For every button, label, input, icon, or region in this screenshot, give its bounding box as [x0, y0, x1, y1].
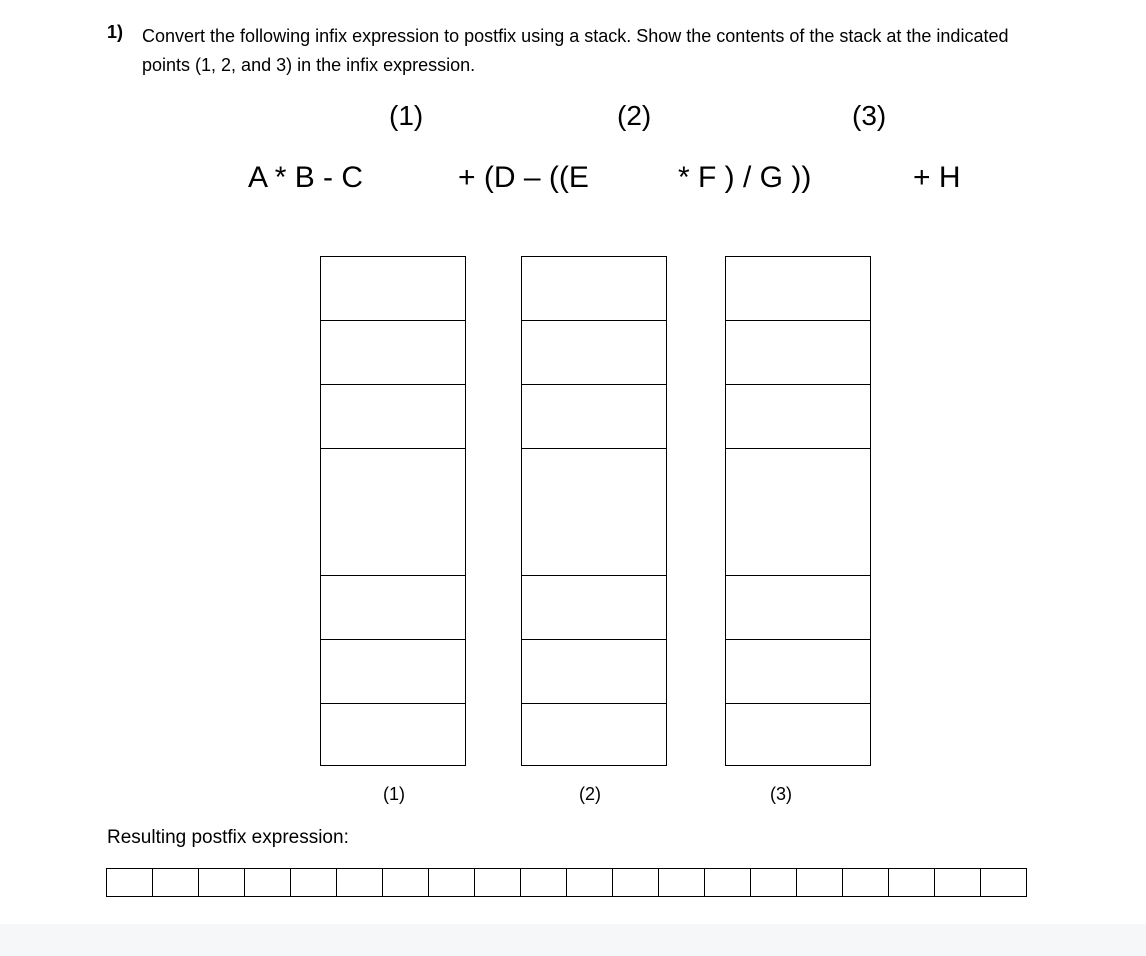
stack-label-1: (1) — [383, 784, 405, 804]
stack-1 — [320, 256, 466, 766]
stack-label-3: (3) — [770, 784, 792, 804]
answer-box[interactable] — [383, 868, 429, 897]
question-text: Convert the following infix expression to postfix using a stack. Show the contents of the stack at the indicated points (1, 2, and 3) in the infix expression. — [142, 26, 1009, 75]
stack-cell-divider — [726, 448, 870, 449]
stack-cell-divider — [522, 703, 666, 704]
answer-box[interactable] — [981, 868, 1027, 897]
answer-box[interactable] — [199, 868, 245, 897]
point-marker-3: (3) — [852, 100, 887, 131]
stack-label-2: (2) — [579, 784, 601, 804]
stack-cell-divider — [522, 639, 666, 640]
stack-2 — [521, 256, 667, 766]
stack-cell-divider — [321, 448, 465, 449]
expression-segment-1: A * B - C — [248, 161, 364, 194]
stack-cell-divider — [522, 448, 666, 449]
answer-box[interactable] — [567, 868, 613, 897]
stack-cell-divider — [522, 384, 666, 385]
expression-segment-4: + H — [913, 161, 961, 194]
answer-box[interactable] — [705, 868, 751, 897]
expression-segment-3: * F ) / G )) — [678, 161, 812, 194]
question-number: 1) — [107, 22, 124, 42]
stack-cell-divider — [321, 384, 465, 385]
answer-box[interactable] — [797, 868, 843, 897]
stack-cell-divider — [321, 320, 465, 321]
answer-box[interactable] — [613, 868, 659, 897]
answer-box[interactable] — [429, 868, 475, 897]
answer-box[interactable] — [153, 868, 199, 897]
answer-box[interactable] — [659, 868, 705, 897]
expression-segment-2: + (D – ((E — [458, 161, 589, 194]
stack-cell-divider — [522, 320, 666, 321]
answer-box[interactable] — [291, 868, 337, 897]
answer-box[interactable] — [521, 868, 567, 897]
point-marker-2: (2) — [617, 100, 652, 131]
point-marker-1: (1) — [389, 100, 424, 131]
result-label: Resulting postfix expression: — [107, 827, 349, 848]
stack-cell-divider — [726, 639, 870, 640]
stack-cell-divider — [321, 575, 465, 576]
stack-cell-divider — [522, 575, 666, 576]
answer-box[interactable] — [337, 868, 383, 897]
stack-3 — [725, 256, 871, 766]
answer-box[interactable] — [245, 868, 291, 897]
stack-cell-divider — [321, 703, 465, 704]
stack-cell-divider — [321, 639, 465, 640]
answer-box[interactable] — [935, 868, 981, 897]
postfix-answer-row — [106, 868, 1027, 897]
stack-cell-divider — [726, 703, 870, 704]
footer-band — [0, 924, 1146, 956]
answer-box[interactable] — [889, 868, 935, 897]
answer-box[interactable] — [843, 868, 889, 897]
answer-box[interactable] — [107, 868, 153, 897]
stack-cell-divider — [726, 575, 870, 576]
stack-cell-divider — [726, 384, 870, 385]
answer-box[interactable] — [751, 868, 797, 897]
answer-box[interactable] — [475, 868, 521, 897]
stack-cell-divider — [726, 320, 870, 321]
